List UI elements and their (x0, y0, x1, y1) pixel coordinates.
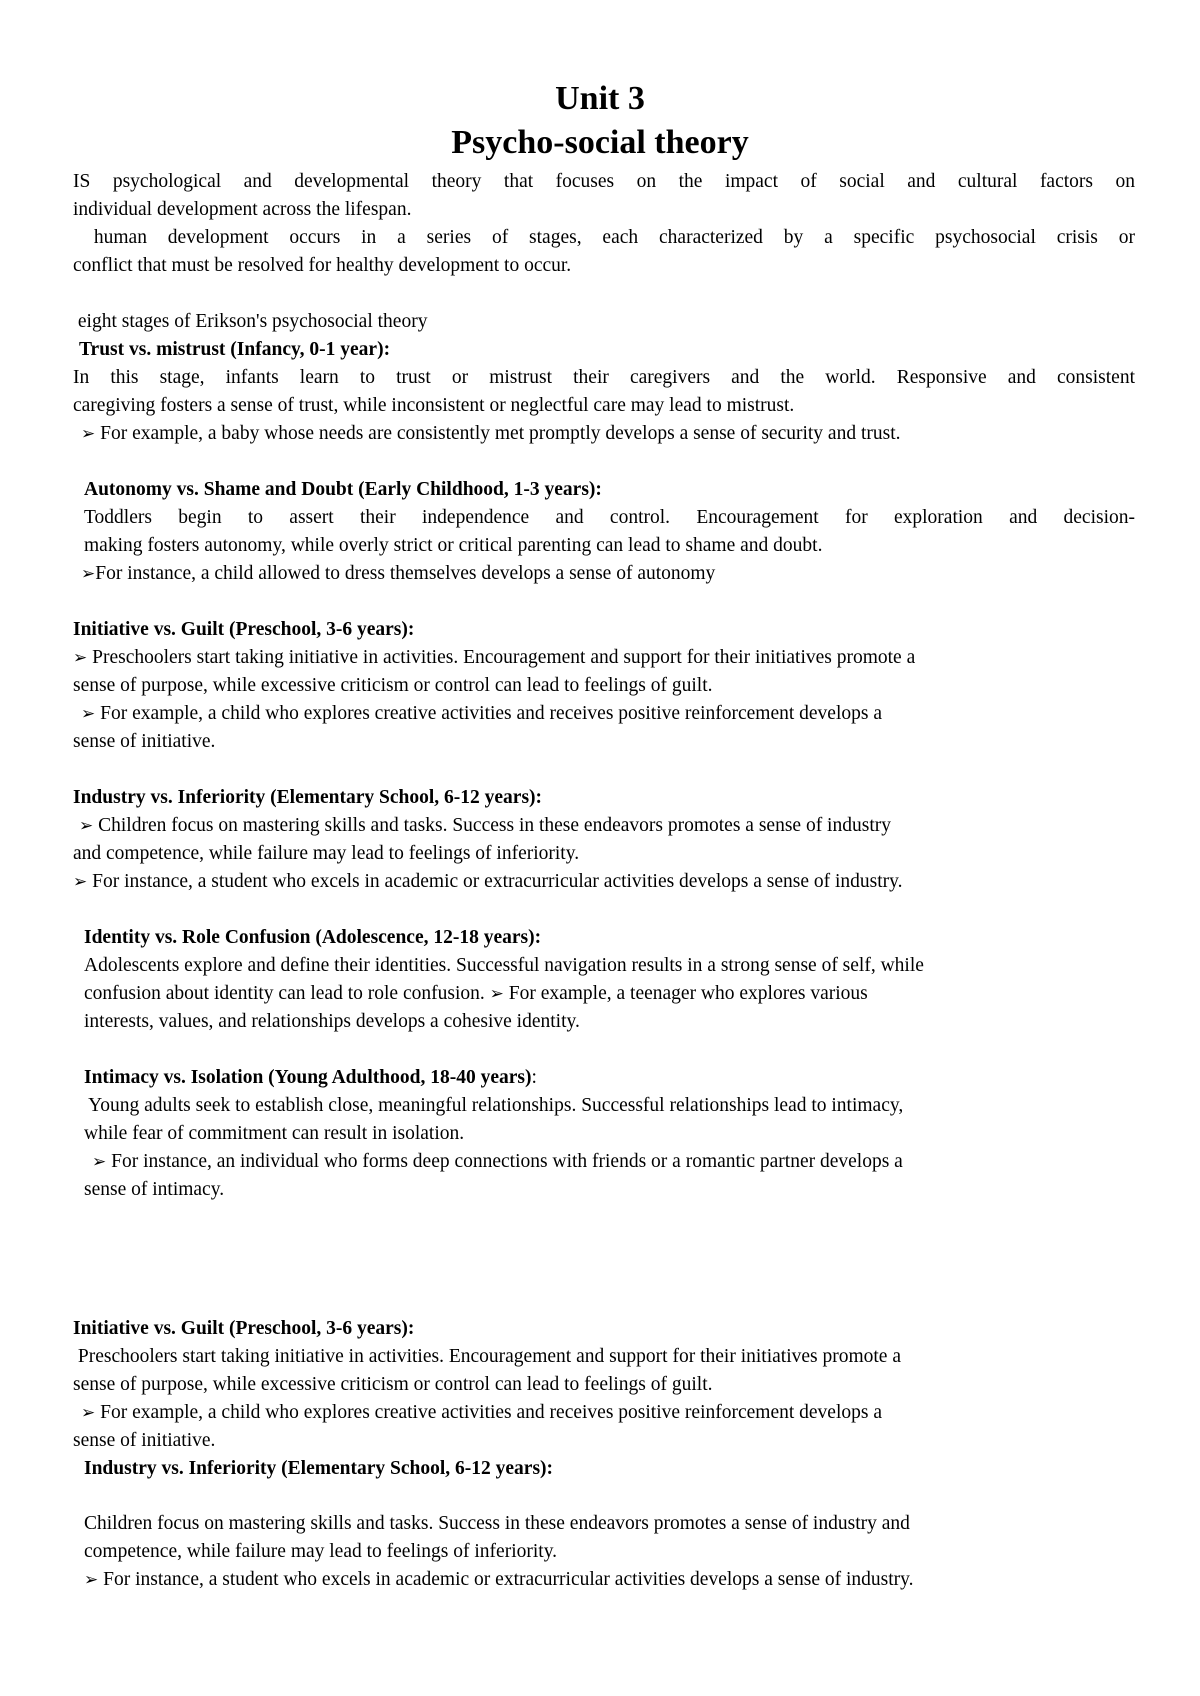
stage1-line-1: In this stage, infants learn to trust or mistrust their caregivers and the world. Responsive and consistent (73, 367, 1135, 388)
stage3-repeat-heading: Initiative vs. Guilt (Preschool, 3-6 years): (73, 1318, 415, 1339)
stage4-line-2: and competence, while failure may lead to feelings of inferiority. (73, 843, 580, 864)
arrow-bullet-icon: ➢ (73, 872, 88, 892)
stage3-line-2: sense of purpose, while excessive criticism or control can lead to feelings of guilt. (73, 675, 713, 696)
stage4-repeat-line-3-text: For instance, a student who excels in academic or extracurricular activities develops a sense of industry. (98, 1569, 914, 1590)
stage2-example-text: For instance, a child allowed to dress themselves develops a sense of autonomy (95, 563, 716, 584)
unit-title: Unit 3 (555, 80, 645, 117)
stage6-line-4: sense of intimacy. (84, 1179, 225, 1200)
stage5-line-2-text: confusion about identity can lead to role confusion. (84, 983, 485, 1004)
stage1-line-2: caregiving fosters a sense of trust, while inconsistent or neglectful care may lead to mistrust. (73, 395, 795, 416)
intro-line-2: individual development across the lifespan. (73, 199, 412, 220)
stage3-line-4: sense of initiative. (73, 731, 216, 752)
stage5-heading: Identity vs. Role Confusion (Adolescence, 12-18 years): (84, 927, 542, 948)
stages-intro: eight stages of Erikson's psychosocial theory (73, 311, 428, 332)
intro-line-1: IS psychological and developmental theory that focuses on the impact of social and cultural factors on (73, 171, 1135, 192)
stage1-example-text: For example, a baby whose needs are consistently met promptly develops a sense of security and trust. (95, 423, 901, 444)
stage4-repeat-line-1: Children focus on mastering skills and tasks. Success in these endeavors promotes a sense of industry and (84, 1513, 910, 1534)
stage6-line-2: while fear of commitment can result in isolation. (84, 1123, 465, 1144)
stage4-repeat-line-2: competence, while failure may lead to feelings of inferiority. (84, 1541, 558, 1562)
stage3-line-3-text: For example, a child who explores creative activities and receives positive reinforcement develops a (95, 703, 882, 724)
stage4-repeat-heading: Industry vs. Inferiority (Elementary School, 6-12 years): (84, 1458, 554, 1479)
stage6-heading-line (84, 1064, 537, 1092)
stage4-line-1-text: Children focus on mastering skills and tasks. Success in these endeavors promotes a sense of industry (93, 815, 891, 836)
stage6-line-3-text: For instance, an individual who forms deep connections with friends or a romantic partner develops a (106, 1151, 903, 1172)
stage6-line-1: Young adults seek to establish close, meaningful relationships. Successful relationships lead to intimacy, (84, 1095, 904, 1116)
stage4-line-3-text: For instance, a student who excels in academic or extracurricular activities develops a sense of industry. (87, 871, 903, 892)
stage3-heading: Initiative vs. Guilt (Preschool, 3-6 years): (73, 619, 415, 640)
stage4-line-1 (79, 812, 891, 840)
stage5-line-1: Adolescents explore and define their identities. Successful navigation results in a strong sense of self, while (84, 955, 924, 976)
stage3-repeat-line-3-text: For example, a child who explores creative activities and receives positive reinforcement develops a (95, 1402, 882, 1423)
stage1-example (81, 420, 901, 448)
stage4-line-3 (73, 868, 903, 896)
page-title: Psycho-social theory (451, 124, 749, 161)
stage6-line-3 (92, 1148, 903, 1176)
stage5-line-2 (84, 980, 868, 1008)
stage3-repeat-line-1: Preschoolers start taking initiative in activities. Encouragement and support for their initiatives promote a (73, 1346, 901, 1367)
arrow-bullet-icon: ➢ (81, 424, 96, 444)
stage5-line-3: interests, values, and relationships develops a cohesive identity. (84, 1011, 580, 1032)
stage5-line-2-example: For example, a teenager who explores various (503, 983, 868, 1004)
intro-line-3: human development occurs in a series of stages, each characterized by a specific psychosocial crisis or (73, 227, 1135, 248)
stage6-heading: Intimacy vs. Isolation (Young Adulthood, 18-40 years) (84, 1067, 532, 1088)
stage3-repeat-line-4: sense of initiative. (73, 1430, 216, 1451)
stage2-line-1: Toddlers begin to assert their independence and control. Encouragement for exploration and decision- (84, 507, 1135, 528)
arrow-bullet-icon: ➢ (81, 1403, 96, 1423)
intro-line-4: conflict that must be resolved for healthy development to occur. (73, 255, 572, 276)
arrow-bullet-icon: ➢ (92, 1152, 107, 1172)
stage4-heading: Industry vs. Inferiority (Elementary School, 6-12 years): (73, 787, 543, 808)
stage3-line-3 (81, 700, 882, 728)
stage3-repeat-line-2: sense of purpose, while excessive criticism or control can lead to feelings of guilt. (73, 1374, 713, 1395)
arrow-bullet-icon: ➢ (79, 816, 94, 836)
stage4-repeat-line-3 (84, 1566, 914, 1594)
arrow-bullet-icon: ➢ (73, 648, 88, 668)
arrow-bullet-icon: ➢ (489, 984, 504, 1004)
stage3-line-1 (73, 644, 915, 672)
stage2-example (81, 560, 715, 588)
arrow-bullet-icon: ➢ (81, 704, 96, 724)
arrow-bullet-icon: ➢ (84, 1570, 99, 1590)
stage3-repeat-line-3 (81, 1399, 882, 1427)
stage6-heading-suffix: : (531, 1067, 537, 1088)
stage2-line-2: making fosters autonomy, while overly strict or critical parenting can lead to shame and doubt. (84, 535, 823, 556)
stage1-heading: Trust vs. mistrust (Infancy, 0-1 year): (79, 339, 391, 360)
stage3-line-1-text: Preschoolers start taking initiative in activities. Encouragement and support for their initiatives promote a (87, 647, 916, 668)
arrow-bullet-icon: ➢ (81, 564, 96, 584)
stage2-heading: Autonomy vs. Shame and Doubt (Early Childhood, 1-3 years): (84, 479, 602, 500)
